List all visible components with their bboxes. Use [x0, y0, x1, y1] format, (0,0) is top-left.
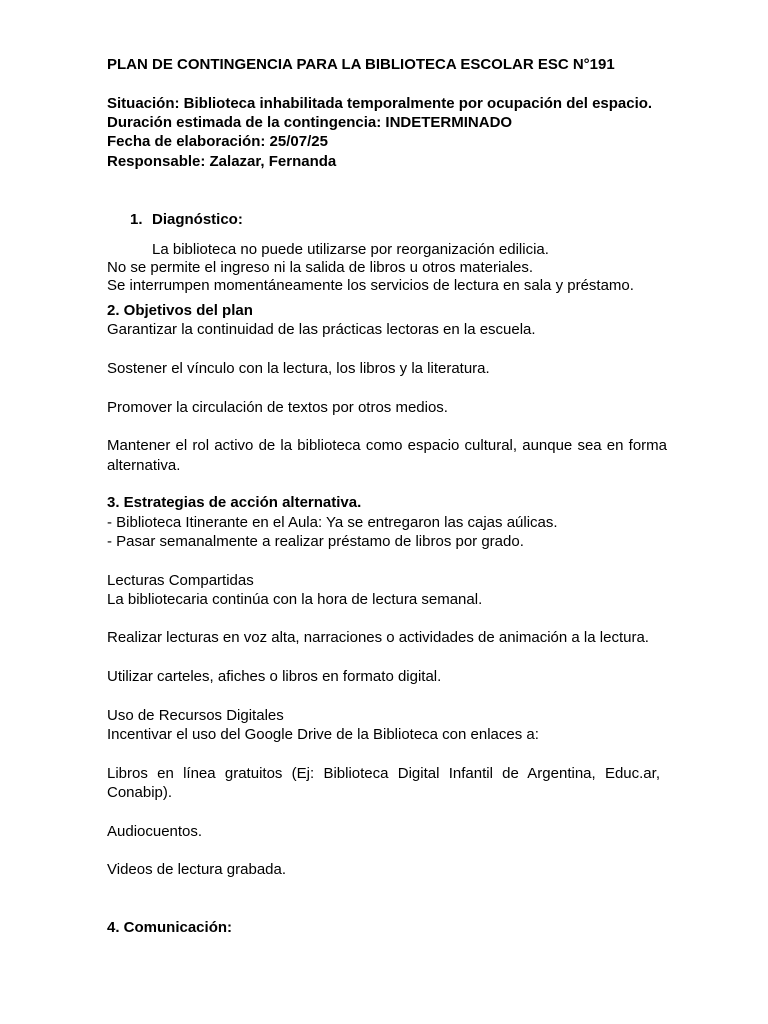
digital-resources-intro: Incentivar el uso del Google Drive de la Biblioteca con enlaces a: — [107, 726, 539, 743]
situation-line: Situación: Biblioteca inhabilitada temporalmente por ocupación del espacio. — [107, 95, 653, 112]
diagnosis-line: No se permite el ingreso ni la salida de libros u otros materiales. — [107, 259, 534, 276]
objectives-heading: 2. Objetivos del plan — [107, 302, 253, 319]
shared-readings-item: Realizar lecturas en voz alta, narraciones o actividades de animación a la lectura. — [107, 629, 649, 646]
strategy-line: - Biblioteca Itinerante en el Aula: Ya se entregaron las cajas aúlicas. — [107, 514, 558, 531]
diagnosis-number: 1. — [130, 211, 143, 228]
objective-item: Promover la circulación de textos por otros medios. — [107, 399, 448, 416]
strategies-heading: 3. Estrategias de acción alternativa. — [107, 494, 362, 511]
objective-item: Mantener el rol activo de la biblioteca como espacio cultural, aunque sea en forma alternativa. — [107, 437, 667, 474]
digital-resources-item: Videos de lectura grabada. — [107, 861, 287, 878]
objective-item: Garantizar la continuidad de las prácticas lectoras en la escuela. — [107, 321, 536, 338]
shared-readings-item: La bibliotecaria continúa con la hora de lectura semanal. — [107, 591, 483, 608]
digital-resources-item: Audiocuentos. — [107, 823, 203, 840]
diagnosis-line: Se interrumpen momentáneamente los servicios de lectura en sala y préstamo. — [107, 277, 634, 294]
digital-resources-heading: Uso de Recursos Digitales — [107, 707, 284, 724]
diagnosis-heading: Diagnóstico: — [152, 211, 243, 228]
duration-line: Duración estimada de la contingencia: INDETERMINADO — [107, 114, 513, 131]
diagnosis-line: La biblioteca no puede utilizarse por reorganización edilicia. — [152, 241, 549, 258]
date-line: Fecha de elaboración: 25/07/25 — [107, 133, 328, 150]
responsible-line: Responsable: Zalazar, Fernanda — [107, 153, 337, 170]
objective-item: Sostener el vínculo con la lectura, los libros y la literatura. — [107, 360, 490, 377]
communication-heading: 4. Comunicación: — [107, 919, 233, 936]
strategy-line: - Pasar semanalmente a realizar préstamo de libros por grado. — [107, 533, 524, 550]
shared-readings-heading: Lecturas Compartidas — [107, 572, 254, 589]
digital-resources-item: Libros en línea gratuitos (Ej: Biblioteca Digital Infantil de Argentina, Educ.ar, Conabip). — [107, 765, 660, 801]
shared-readings-item: Utilizar carteles, afiches o libros en formato digital. — [107, 668, 442, 685]
document-title: PLAN DE CONTINGENCIA PARA LA BIBLIOTECA ESCOLAR ESC N°191 — [107, 56, 615, 73]
